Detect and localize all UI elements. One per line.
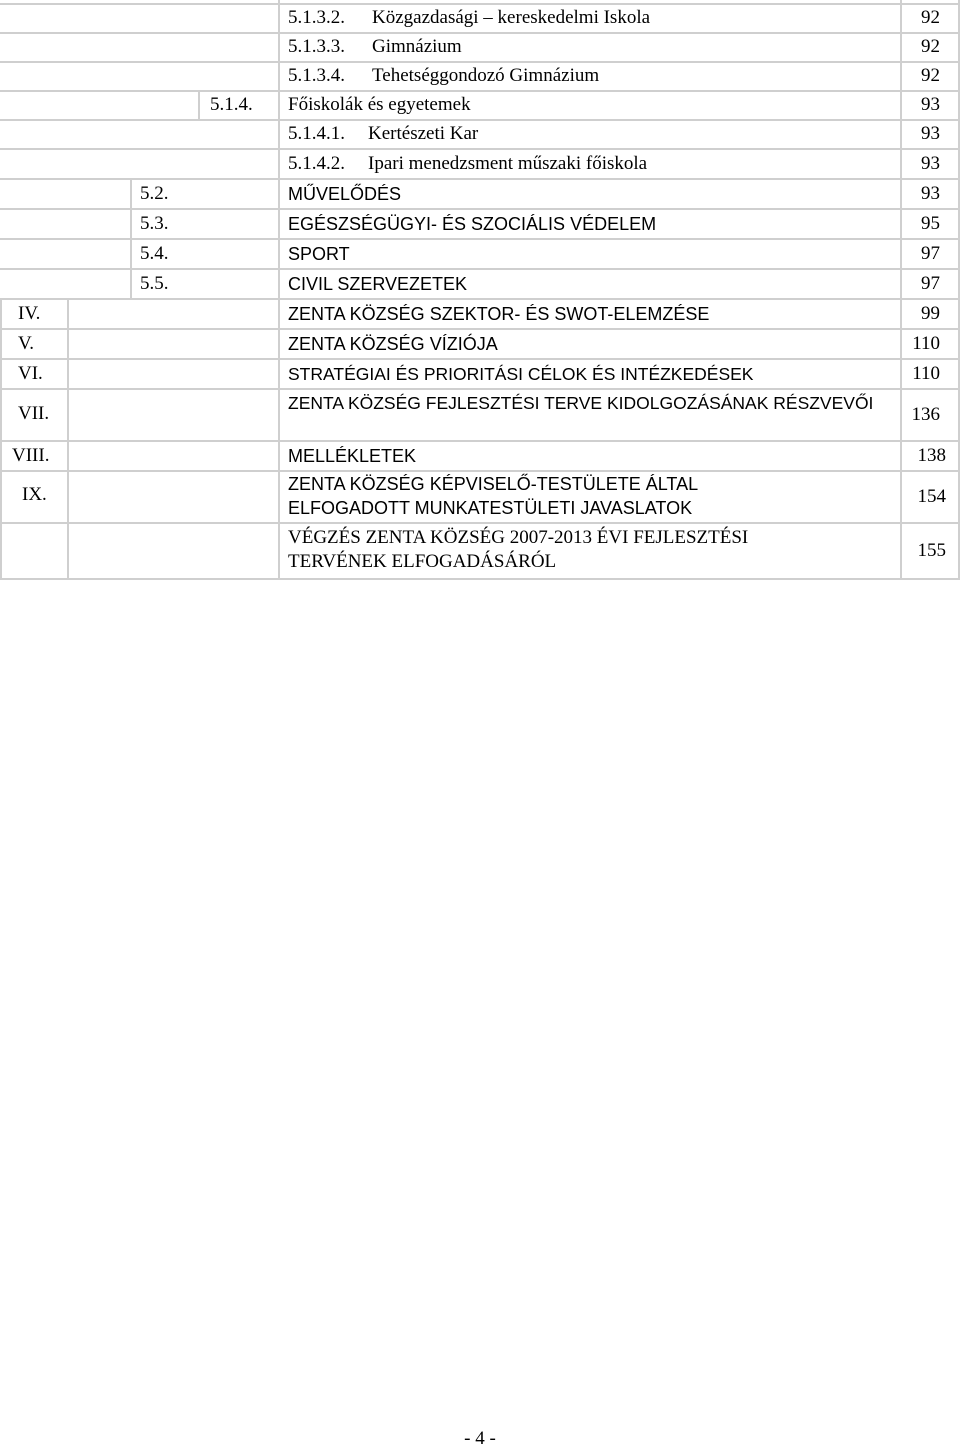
toc-number: IX.: [22, 484, 47, 505]
toc-number: 5.1.4.2.: [288, 153, 345, 174]
toc-title: SPORT: [288, 244, 350, 264]
row-divider: [0, 119, 960, 121]
row-divider: [0, 578, 960, 580]
toc-page: 110: [912, 333, 940, 354]
toc-page: 93: [921, 123, 940, 144]
row-divider: [0, 298, 960, 300]
toc-page: 138: [917, 445, 946, 466]
row-divider: [0, 440, 960, 442]
column-divider: [278, 0, 280, 578]
toc-number: 5.1.4.1.: [288, 123, 345, 144]
toc-title: Közgazdasági – kereskedelmi Iskola: [372, 7, 651, 28]
toc-page: 92: [921, 65, 940, 86]
toc-number: 5.1.3.4.: [288, 65, 345, 86]
toc-title: STRATÉGIAI ÉS PRIORITÁSI CÉLOK ÉS INTÉZKEDÉSEK: [288, 364, 754, 384]
toc-page: 93: [921, 183, 940, 204]
row-divider: [0, 328, 960, 330]
toc-page: 154: [917, 486, 946, 507]
toc-number: VI.: [18, 363, 43, 384]
toc-number: 5.1.3.3.: [288, 36, 345, 57]
column-divider: [130, 180, 132, 300]
toc-number: 5.1.3.2.: [288, 7, 345, 28]
toc-number: 5.1.4.: [210, 94, 253, 115]
row-divider: [0, 238, 960, 240]
toc-number: VII.: [18, 403, 50, 424]
toc-page: 95: [921, 213, 940, 234]
toc-page: 99: [921, 303, 940, 324]
toc-page: 136: [911, 404, 940, 425]
toc-title: VÉGZÉS ZENTA KÖZSÉG 2007-2013 ÉVI FEJLESZTÉSI TERVÉNEK ELFOGADÁSÁRÓL: [288, 527, 749, 572]
toc-title: Tehetséggondozó Gimnázium: [372, 65, 600, 86]
toc-title: ZENTA KÖZSÉG VÍZIÓJA: [288, 334, 498, 354]
toc-page: 155: [917, 540, 946, 561]
toc-number: 5.3.: [140, 213, 169, 234]
toc-page: 93: [921, 94, 940, 115]
toc-title: ZENTA KÖZSÉG SZEKTOR- ÉS SWOT-ELEMZÉSE: [288, 304, 710, 324]
page-number: - 4 -: [464, 1428, 496, 1449]
row-divider: [0, 178, 960, 180]
toc-title: Ipari menedzsment műszaki főiskola: [368, 153, 648, 174]
toc-title: Kertészeti Kar: [368, 123, 479, 144]
column-divider: [0, 300, 2, 578]
toc-title: EGÉSZSÉGÜGYI- ÉS SZOCIÁLIS VÉDELEM: [288, 214, 657, 234]
toc-page: 97: [921, 273, 940, 294]
row-divider: [0, 32, 960, 34]
row-divider: [0, 522, 960, 524]
row-divider: [0, 358, 960, 360]
row-divider: [0, 268, 960, 270]
toc-page: 92: [921, 7, 940, 28]
row-divider: [0, 3, 960, 5]
row-divider: [0, 90, 960, 92]
column-divider: [67, 300, 69, 578]
toc-title: CIVIL SZERVEZETEK: [288, 274, 468, 294]
toc-number: 5.2.: [140, 183, 169, 204]
toc-title: MELLÉKLETEK: [288, 446, 417, 466]
row-divider: [0, 208, 960, 210]
toc-title: ZENTA KÖZSÉG KÉPVISELŐ-TESTÜLETE ÁLTAL ELFOGADOTT MUNKATESTÜLETI JAVASLATOK: [288, 474, 698, 518]
toc-title: Főiskolák és egyetemek: [288, 94, 471, 115]
row-divider: [0, 388, 960, 390]
toc-page: 97: [921, 243, 940, 264]
toc-number: 5.4.: [140, 243, 169, 264]
column-divider: [198, 90, 200, 120]
toc-number: V.: [18, 333, 35, 354]
toc-page: 93: [921, 153, 940, 174]
row-divider: [0, 148, 960, 150]
toc-page: 92: [921, 36, 940, 57]
row-divider: [0, 61, 960, 63]
toc-number: VIII.: [12, 445, 50, 466]
toc-page: 110: [912, 363, 940, 384]
toc-title: ZENTA KÖZSÉG FEJLESZTÉSI TERVE KIDOLGOZÁSÁNAK RÉSZVEVŐI: [288, 393, 874, 413]
toc-number: 5.5.: [140, 273, 169, 294]
toc-title: Gimnázium: [372, 36, 462, 57]
toc-number: IV.: [18, 303, 41, 324]
toc-title: MŰVELŐDÉS: [288, 184, 402, 204]
